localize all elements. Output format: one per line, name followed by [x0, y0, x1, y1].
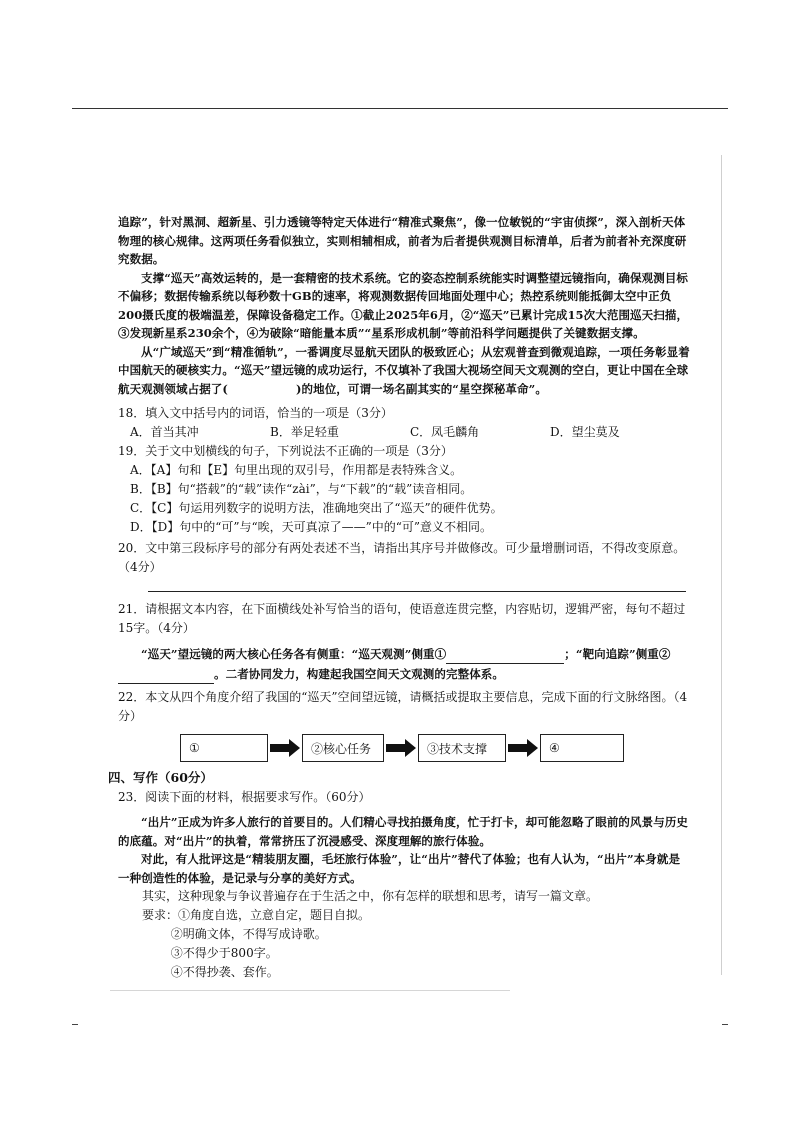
question-18-stem: 18．填入文中括号内的词语，恰当的一项是（3分）: [118, 406, 393, 420]
passage-paragraph-1: 追踪”，针对黑洞、超新星、引力透镜等特定天体进行“精准式聚焦”，像一位敏锐的“宇宙侦探”，深入剖析天体物理的核心规律。这两项任务看似独立，实则相辅相成，前者为后者提供观测目标清单，后者为前者补充深度研究数据。: [118, 215, 687, 266]
option-c[interactable]: C．【C】句运用列数字的说明方法，准确地突出了“巡天”的硬件优势。: [130, 501, 503, 515]
question-22: [118, 688, 690, 762]
question-20-stem: 20．文中第三段标序号的部分有两处表述不当，请指出其序号并做修改。可少量增删词语，不得改变原意。（4分）: [118, 541, 686, 574]
requirement-4: ④不得抄袭、套作。: [170, 965, 279, 979]
flow-diagram: [180, 734, 690, 762]
material-paragraph-1: “出片”正成为许多人旅行的首要目的。人们精心寻找拍摄角度，忙于打卡，却可能忽略了眼前的风景与历史的底蕴。对“出片”的执着，常常挤压了沉浸感受、深度理解的旅行体验。: [118, 815, 689, 848]
q21-text-3: 。二者协同发力，构建起我国空间天文观测的完整体系。: [214, 667, 504, 681]
passage-p3-after: )的地位，可谓一场名副其实的“星空探秘革命”。: [295, 381, 547, 396]
q21-text-2: ；“靶向追踪”侧重②: [564, 647, 671, 661]
exam-page: [108, 213, 690, 982]
question-19: [118, 442, 690, 537]
flow-box-1[interactable]: ①: [180, 734, 268, 762]
corner-mark-right: [722, 1024, 728, 1025]
question-21-text: [118, 644, 690, 684]
option-d[interactable]: D．【D】句中的“可”与“唉，天可真凉了——”中的“可”意义不相同。: [130, 520, 493, 534]
flow-box-2: ②核心任务: [302, 734, 384, 762]
question-19-stem: 19．关于文中划横线的句子，下列说法不正确的一项是（3分）: [118, 444, 453, 458]
question-18: [118, 404, 690, 442]
footer-rule: [110, 990, 510, 991]
q21-text-1: “巡天”望远镜的两大核心任务各有侧重：“巡天观测”侧重①: [141, 647, 447, 661]
fill-blank-1[interactable]: [446, 650, 564, 664]
option-b[interactable]: B．【B】句“搭载”的“载”读作“zài”，与“下载”的“载”读音相同。: [130, 482, 473, 496]
material-paragraph-2: 对此，有人批评这是“精装朋友圈，毛坯旅行体验”，让“出片”替代了体验；也有人认为，“出片”本身就是一种创造性的体验，是记录与分享的美好方式。: [118, 852, 681, 885]
passage-p3-before: 从“广域巡天”到“精准循轨”，一番调度尽显航天团队的极致匠心；从宏观普查到微观追踪，一项任务彰显着中国航天的硬核实力。“巡天”望远镜的成功运行，不仅填补了我国大视场空间天文观测的空白，更让中国在全球航天观测领域占据了(: [118, 344, 690, 396]
req-label: 要求：: [142, 908, 179, 922]
option-c[interactable]: C．凤毛麟角: [410, 425, 480, 439]
header-rule: [72, 108, 728, 109]
writing-prompt: 其实，这种现象与争议普遍存在于生活之中，你有怎样的联想和思考，请写一篇文章。: [142, 889, 599, 903]
section-heading-writing: 四、写作（60分）: [108, 770, 213, 785]
requirements-label: [118, 906, 690, 925]
question-18-options: [118, 423, 690, 442]
fill-blank-2[interactable]: [118, 670, 214, 684]
passage-paragraph-2: 支撑“巡天”高效运转的，是一套精密的技术系统。它的姿态控制系统能实时调整望远镜指向，确保观测目标不偏移；数据传输系统以每秒数十GB的速率，将观测数据传回地面处理中心；热控系统则能抵御太空中正负200摄氏度的极端温差，保障设备稳定工作。①截止2025年6月，②“巡天”已累计完成15次大范围巡天扫描，③发现新星系230余个，④为破除“暗能量本质”“星系形成机制”等前沿科学问题提供了关键数据支撑。: [118, 270, 689, 340]
requirement-1: ①角度自选，立意自定，题目自拟。: [178, 908, 371, 922]
question-23-stem: 23．阅读下面的材料，根据要求写作。（60分）: [118, 790, 371, 804]
option-d[interactable]: D．望尘莫及: [550, 425, 620, 439]
requirement-2: ②明确文体，不得写成诗歌。: [170, 927, 327, 941]
question-22-stem: 22．本文从四个角度介绍了我国的“巡天”空间望远镜，请概括或提取主要信息，完成下面的行文脉络图。（4分）: [118, 690, 688, 723]
question-23: [118, 788, 690, 982]
option-a[interactable]: A．首当其冲: [130, 425, 199, 439]
corner-mark-left: [72, 1024, 78, 1025]
requirement-3: ③不得少于800字。: [170, 946, 278, 960]
flow-box-3: ③技术支撑: [418, 734, 506, 762]
arrow-right-icon: [384, 735, 418, 761]
answer-line[interactable]: [148, 591, 686, 592]
question-20: [118, 539, 690, 592]
passage-paragraph-3: [118, 343, 690, 399]
option-b[interactable]: B．举足轻重: [270, 425, 339, 439]
arrow-right-icon: [506, 735, 540, 761]
option-a[interactable]: A．【A】句和【E】句里出现的双引号，作用都是表特殊含义。: [130, 463, 463, 477]
flow-box-4[interactable]: ④: [540, 734, 624, 762]
question-21-stem: 21．请根据文本内容，在下面横线处补写恰当的语句，使语意连贯完整，内容贴切，逻辑严密，每句不超过15字。（4分）: [118, 602, 686, 635]
arrow-right-icon: [268, 735, 302, 761]
margin-rule: [721, 155, 722, 975]
question-21: [118, 600, 690, 684]
